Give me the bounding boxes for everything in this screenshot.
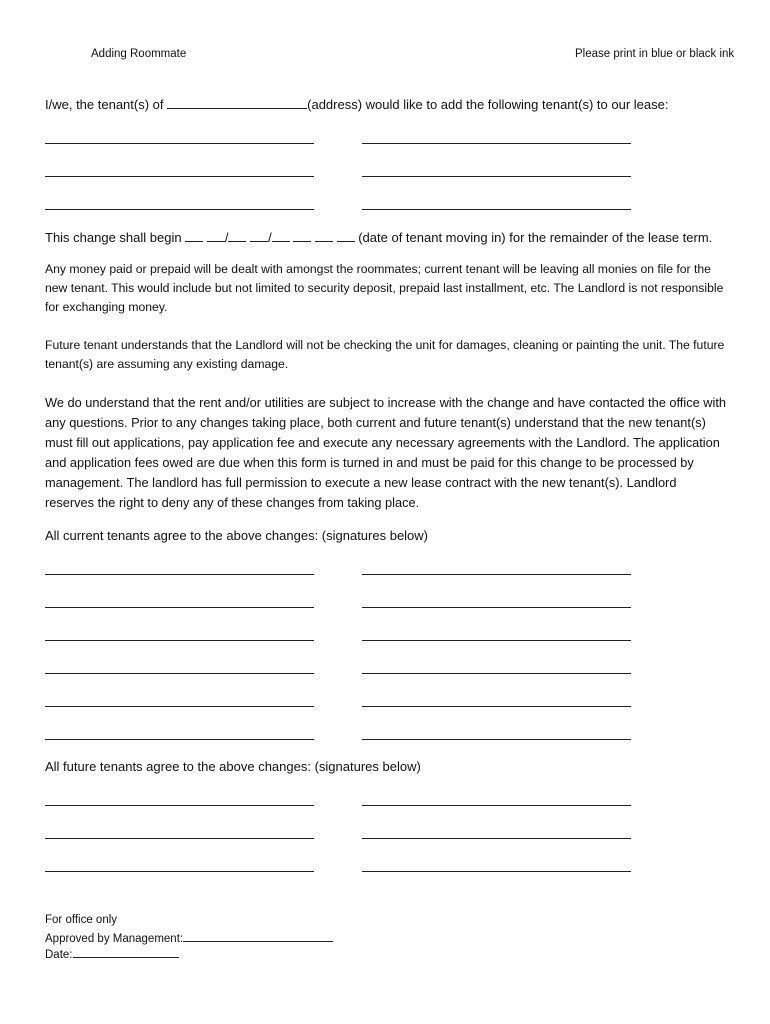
future-tenant-signature-5[interactable]: [45, 871, 314, 872]
current-tenant-signature-3[interactable]: [45, 607, 314, 608]
change-date-suffix: (date of tenant moving in) for the remainder of the lease term.: [358, 230, 713, 245]
current-tenant-signature-12[interactable]: [362, 739, 631, 740]
new-tenant-line-1[interactable]: [45, 143, 314, 144]
intro-prefix: I/we, the tenant(s) of: [45, 97, 164, 112]
current-tenant-signature-7[interactable]: [45, 673, 314, 674]
change-date-prefix: This change shall begin: [45, 230, 182, 245]
current-tenant-signature-4[interactable]: [362, 607, 631, 608]
future-tenant-signature-1[interactable]: [45, 805, 314, 806]
year-digit-1-field[interactable]: [272, 229, 290, 242]
month-digit-1-field[interactable]: [185, 229, 203, 242]
new-tenant-line-3[interactable]: [45, 176, 314, 177]
office-date-row: [45, 946, 179, 961]
ink-instruction: Please print in blue or black ink: [575, 48, 735, 60]
form-title: Adding Roommate: [91, 48, 187, 60]
current-tenant-signature-9[interactable]: [45, 706, 314, 707]
new-tenant-line-6[interactable]: [362, 209, 631, 210]
approved-by-row: [45, 930, 333, 945]
future-tenant-signature-4[interactable]: [362, 838, 631, 839]
new-tenant-line-2[interactable]: [362, 143, 631, 144]
approved-by-label: Approved by Management:: [45, 933, 184, 945]
change-date-line: [45, 229, 712, 245]
day-digit-1-field[interactable]: [228, 229, 246, 242]
new-tenant-line-4[interactable]: [362, 176, 631, 177]
terms-paragraph: We do understand that the rent and/or utilities are subject to increase with the change and have contacted the office with any questions. Prior to any changes taking place, both current and future tenant(s) understand that the new tenant(s) must fill out applications, pay application fee and execute any necessary agreements with the Landlord. The application and application fees owed are due when this form is turned in and must be paid for this change to be processed by management. The landlord has full permission to execute a new lease contract with the new tenant(s). Landlord reserves the right to deny any of these changes from taking place.: [45, 395, 727, 510]
current-tenant-signature-1[interactable]: [45, 574, 314, 575]
office-date-label: Date:: [45, 949, 73, 961]
year-digit-4-field[interactable]: [337, 229, 355, 242]
future-tenant-signature-6[interactable]: [362, 871, 631, 872]
future-tenant-signature-2[interactable]: [362, 805, 631, 806]
month-digit-2-field[interactable]: [207, 229, 225, 242]
future-tenant-signature-3[interactable]: [45, 838, 314, 839]
intro-line: [45, 96, 668, 112]
current-tenant-signature-8[interactable]: [362, 673, 631, 674]
current-tenant-signature-5[interactable]: [45, 640, 314, 641]
new-tenant-line-5[interactable]: [45, 209, 314, 210]
office-date-field[interactable]: [73, 946, 179, 958]
address-field[interactable]: [167, 96, 307, 109]
date-separator-2: /: [268, 230, 272, 245]
office-only-label: For office only: [45, 914, 118, 926]
current-tenant-signature-10[interactable]: [362, 706, 631, 707]
current-tenant-signature-6[interactable]: [362, 640, 631, 641]
current-tenant-signature-11[interactable]: [45, 739, 314, 740]
intro-suffix: (address) would like to add the following tenant(s) to our lease:: [307, 97, 669, 112]
future-tenants-heading: All future tenants agree to the above changes: (signatures below): [45, 759, 421, 774]
damage-paragraph: Future tenant understands that the Landlord will not be checking the unit for damages, cleaning or painting the unit. The future tenant(s) are assuming any existing damage.: [45, 338, 725, 371]
day-digit-2-field[interactable]: [250, 229, 268, 242]
current-tenants-heading: All current tenants agree to the above changes: (signatures below): [45, 528, 429, 543]
date-separator-1: /: [224, 230, 229, 245]
current-tenant-signature-2[interactable]: [362, 574, 631, 575]
monies-paragraph: Any money paid or prepaid will be dealt with amongst the roommates; current tenant will be leaving all monies on file for the new tenant. This would include but not limited to security deposit, prepaid last installment, etc. The Landlord is not responsible for exchanging money.: [45, 262, 724, 314]
year-digit-3-field[interactable]: [315, 229, 333, 242]
approved-by-field[interactable]: [183, 930, 333, 942]
year-digit-2-field[interactable]: [293, 229, 311, 242]
